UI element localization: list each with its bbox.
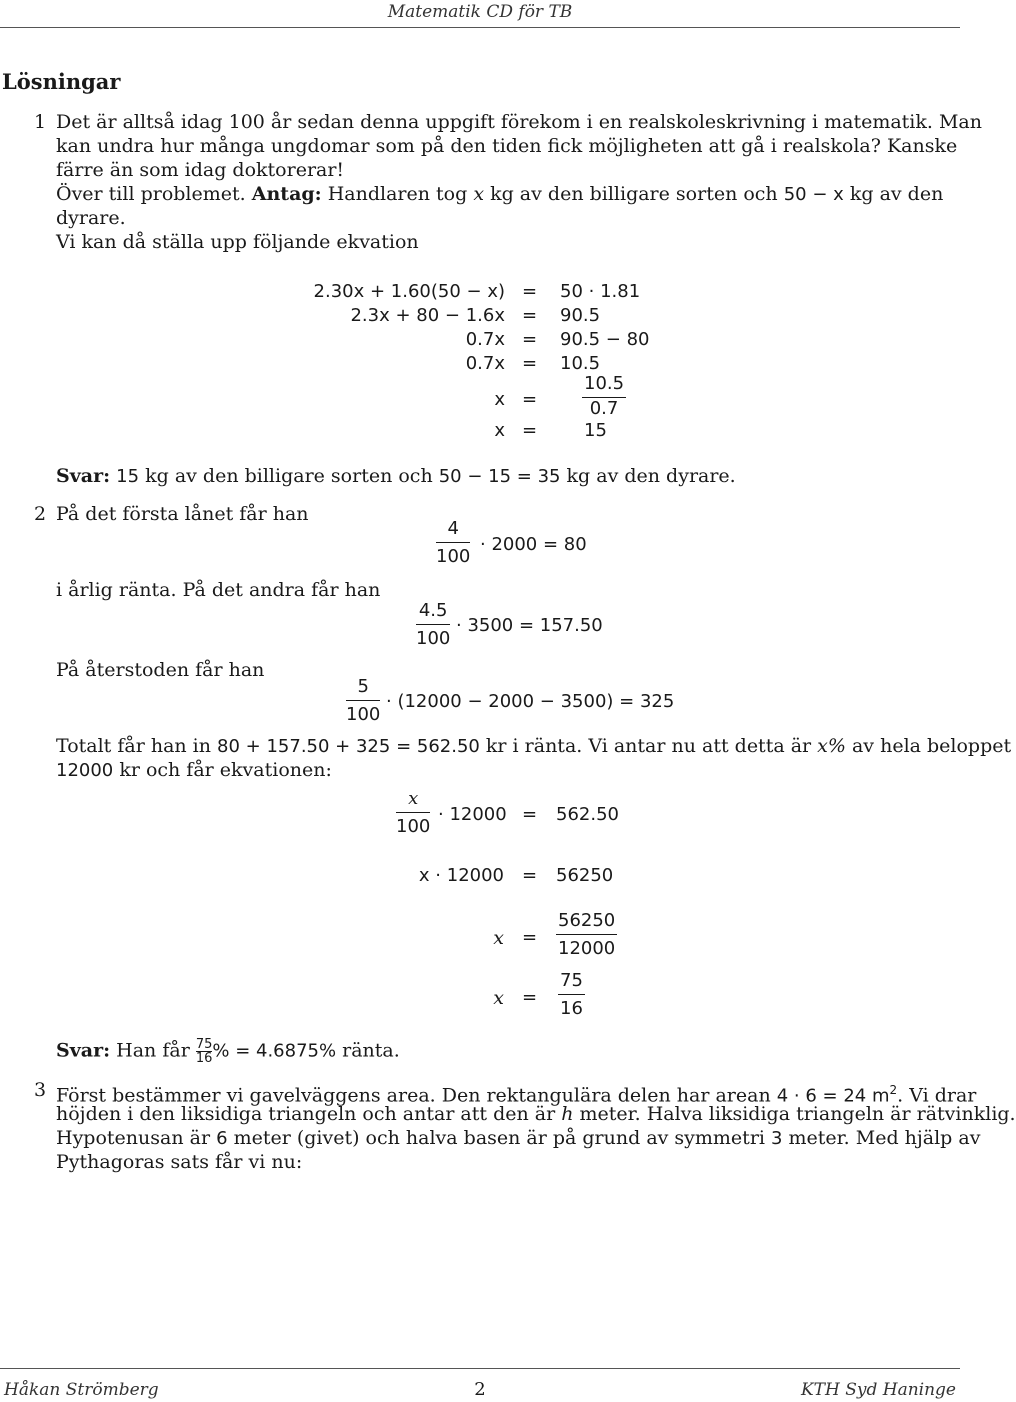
fraction-denominator: 16 xyxy=(195,1051,213,1066)
p3-area-expr: 4 · 6 = 24 m xyxy=(776,1085,890,1107)
eq-rel-6: = xyxy=(522,420,538,441)
p3-line-2b: meter. Halva liksidiga triangeln är rätvinklig. xyxy=(579,1103,1016,1125)
p2-eq2-rel: = xyxy=(522,865,538,886)
fraction-numerator: 75 xyxy=(558,970,585,995)
footer-institution: KTH Syd Haninge xyxy=(800,1380,956,1400)
fraction-denominator: 100 xyxy=(346,704,381,725)
eq-lhs-3: 0.7x xyxy=(465,329,505,350)
p1-line-5: dyrare. xyxy=(56,207,126,229)
fraction-denominator: 100 xyxy=(416,628,451,649)
p1-line-4 xyxy=(56,182,943,207)
p2-eq4-rel: = xyxy=(522,987,538,1008)
p1-answer xyxy=(56,464,736,489)
eq-lhs-1: 2.30x + 1.60(50 − x) xyxy=(313,281,505,302)
p2-text-5 xyxy=(56,758,332,783)
answer-text-b: kg av den billigare sorten och xyxy=(145,465,433,487)
p1-assume-label: Antag: xyxy=(251,183,322,205)
p1-line-4-text-c: Handlaren tog xyxy=(327,183,468,205)
p2-x-percent: x% xyxy=(817,735,846,757)
p2-frac-3 xyxy=(346,676,380,726)
p2-eq1-frac xyxy=(396,788,430,838)
p2-eq1-rel: = xyxy=(522,804,538,825)
eq-lhs-6: x xyxy=(494,420,505,441)
eq-rhs-2: 90.5 xyxy=(560,305,601,326)
p1-line-4-text-d: kg av den billigare sorten och xyxy=(490,183,778,205)
p2-amount: 12000 xyxy=(56,760,114,781)
eq-rhs-1: 50 · 1.81 xyxy=(560,281,641,302)
answer-label: Svar: xyxy=(56,1039,111,1062)
eq-rel-4: = xyxy=(522,353,538,374)
p2-total-expr: 80 + 157.50 + 325 = 562.50 xyxy=(217,736,480,757)
p3-line-3e: meter. Med hjälp av xyxy=(788,1127,981,1149)
fraction-denominator: 12000 xyxy=(558,938,616,959)
p2-expr-2-rest: · 3500 = 157.50 xyxy=(456,615,603,636)
answer-value-15: 15 xyxy=(116,466,140,487)
p1-line-6: Vi kan då ställa upp följande ekvation xyxy=(56,231,419,253)
p3-line-3 xyxy=(56,1126,980,1151)
p1-var-x: x xyxy=(473,183,485,205)
p2-eq4-lhs: x xyxy=(493,987,504,1009)
footer-rule xyxy=(0,1368,960,1369)
footer-page-number: 2 xyxy=(474,1379,486,1400)
p2-eq2-rhs: 56250 xyxy=(556,865,614,886)
fraction-numerator: 5 xyxy=(346,676,380,701)
eq-lhs-4: 0.7x xyxy=(465,353,505,374)
eq-rhs-3: 90.5 − 80 xyxy=(560,329,650,350)
answer-percent: % = 4.6875% xyxy=(212,1040,337,1062)
p3-line-3c: meter (givet) och halva basen är på grund av symmetri xyxy=(233,1127,765,1149)
fraction-numerator: x xyxy=(396,788,430,813)
eq-rel-2: = xyxy=(522,305,538,326)
p1-line-3: färre än som idag doktorerar! xyxy=(56,159,345,181)
p3-line-2 xyxy=(56,1102,1016,1126)
p2-eq3-lhs: x xyxy=(493,927,504,949)
eq-rel-1: = xyxy=(522,281,538,302)
p2-expr-1-rest: · 2000 = 80 xyxy=(480,534,587,555)
fraction-numerator: 4.5 xyxy=(416,600,450,625)
p2-eq3-frac xyxy=(556,910,617,960)
eq-rel-5: = xyxy=(522,389,538,410)
p1-line-4-text-a: Över till problemet. xyxy=(56,183,246,205)
p3-val-6: 6 xyxy=(216,1128,228,1149)
problem-1-number: 1 xyxy=(34,111,47,133)
p2-frac-1 xyxy=(436,518,470,568)
answer-text-d: kg av den dyrare. xyxy=(566,465,736,487)
p3-area-exponent: 2 xyxy=(889,1083,898,1097)
fraction-numerator: 56250 xyxy=(556,910,617,935)
fraction-denominator: 16 xyxy=(560,998,583,1019)
problem-3-number: 3 xyxy=(34,1079,47,1101)
p2-frac-2 xyxy=(416,600,450,650)
fraction-denominator: 0.7 xyxy=(589,398,619,419)
eq-lhs-2: 2.3x + 80 − 1.6x xyxy=(350,305,505,326)
p1-line-4-text-f: kg av den xyxy=(849,183,944,205)
header-rule xyxy=(0,27,960,28)
fraction-numerator: 75 xyxy=(195,1037,213,1052)
p2-text-2: i årlig ränta. På det andra får han xyxy=(56,579,381,601)
section-title: Lösningar xyxy=(2,69,121,94)
p2-text-4c: kr i ränta. Vi antar nu att detta är xyxy=(485,735,812,757)
p1-line-1: Det är alltså idag 100 år sedan denna uppgift förekom i en realskoleskrivning i matematik. Man xyxy=(56,111,982,133)
p2-text-4 xyxy=(56,734,1011,759)
eq-rhs-6: 15 xyxy=(584,420,607,441)
answer-text-c: ränta. xyxy=(342,1039,400,1062)
p2-eq4-frac xyxy=(558,970,585,1020)
problem-2-number: 2 xyxy=(34,503,47,525)
p3-var-h: h xyxy=(561,1103,574,1125)
page-header: Matematik CD för TB xyxy=(387,2,573,22)
p3-line-4: Pythagoras sats får vi nu: xyxy=(56,1151,303,1173)
answer-expr: 50 − 15 = 35 xyxy=(438,466,561,487)
p3-val-3: 3 xyxy=(771,1128,783,1149)
eq-rhs-5-fraction xyxy=(582,373,626,420)
p2-answer xyxy=(56,1038,400,1065)
p2-text-4e: av hela beloppet xyxy=(851,735,1012,757)
p2-text-5b: kr och får ekvationen: xyxy=(119,759,332,781)
p2-eq2-lhs: x · 12000 xyxy=(418,865,504,886)
eq-rel-3: = xyxy=(522,329,538,350)
answer-label: Svar: xyxy=(56,465,111,487)
p1-line-2: kan undra hur många ungdomar som på den tiden fick möjligheten att gå i realskola? Kanske xyxy=(56,135,958,157)
p2-eq1-rhs: 562.50 xyxy=(556,804,619,825)
fraction-numerator: 4 xyxy=(436,518,470,543)
eq-lhs-5: x xyxy=(494,389,505,410)
fraction-denominator: 100 xyxy=(396,816,431,837)
p2-text-1: På det första lånet får han xyxy=(56,503,309,525)
answer-text-a: Han får xyxy=(116,1039,190,1062)
p2-eq3-rel: = xyxy=(522,927,538,948)
eq-rhs-4: 10.5 xyxy=(560,353,601,374)
p2-text-3: På återstoden får han xyxy=(56,659,265,681)
footer-author: Håkan Strömberg xyxy=(4,1380,159,1400)
p2-eq1-rest: · 12000 xyxy=(438,804,507,825)
answer-small-fraction xyxy=(196,1038,213,1065)
p1-expr-50-minus-x: 50 − x xyxy=(783,184,844,205)
p3-line-1a: Först bestämmer vi gavelväggens area. Den rektangulära delen har arean xyxy=(56,1084,771,1107)
p2-expr-3-rest: · (12000 − 2000 − 3500) = 325 xyxy=(386,691,675,712)
p2-text-4a: Totalt får han in xyxy=(56,735,211,757)
fraction-denominator: 100 xyxy=(436,546,471,567)
fraction-numerator: 10.5 xyxy=(582,373,626,398)
p3-line-1c: . Vi drar xyxy=(897,1084,977,1107)
p3-line-2a: höjden i den liksidiga triangeln och antar att den är xyxy=(56,1103,556,1125)
p3-line-3a: Hypotenusan är xyxy=(56,1127,211,1149)
